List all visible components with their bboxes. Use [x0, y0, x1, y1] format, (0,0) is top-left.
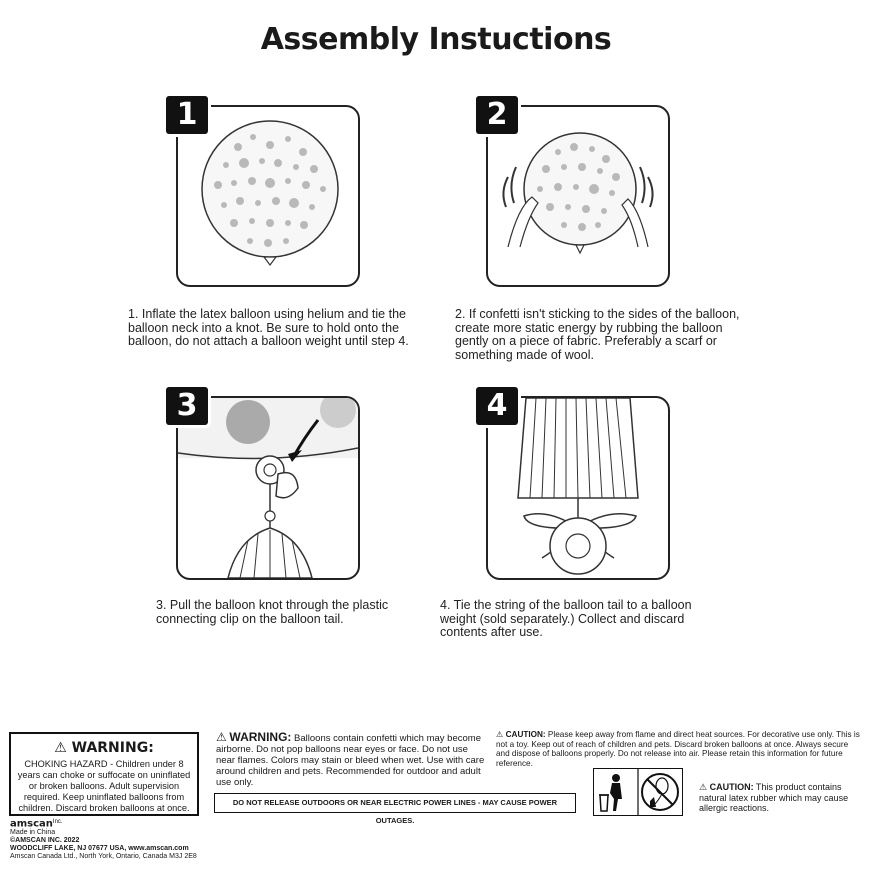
- confetti-warning: [216, 732, 486, 788]
- choking-hazard-text: CHOKING HAZARD - Children under 8 years can choke or suffocate on uninflated or broken balloons. Adult supervision required. Keep uninflated balloons from children. Discard broken balloons at once.: [17, 759, 191, 813]
- step-2-text: 2. If confetti isn't sticking to the sides of the balloon, create more static energy by rubbing the balloon gently on a piece of fabric. Preferably a scarf or something made of wool.: [455, 307, 740, 362]
- step-3-number: 3: [166, 387, 208, 425]
- warning-triangle-icon: ⚠: [216, 730, 227, 744]
- copyright: ©AMSCAN INC. 2022: [10, 837, 80, 845]
- step-3-text: 3. Pull the balloon knot through the plastic connecting clip on the balloon tail.: [156, 598, 389, 626]
- made-in: Made in China: [10, 829, 56, 837]
- caution-flame-notice: [496, 730, 864, 768]
- brand-logo: amscan$^{Inc.}$: [10, 818, 63, 830]
- confetti-warning-text: Balloons contain confetti which may become airborne. Do not pop balloons near eyes or face. Do not use near flames. Colors may stain or bleed when wet. Use with care around children and pets. Recommended for outdoor and adult use only.: [216, 733, 485, 788]
- tie-weight-image: [488, 398, 668, 578]
- caution-latex-notice: [699, 782, 859, 814]
- step-2-number: 2: [476, 96, 518, 134]
- step-4-text: 4. Tie the string of the balloon tail to a balloon weight (sold separately.) Collect and discard contents after use.: [440, 598, 692, 639]
- caution-triangle-icon: ⚠: [496, 730, 504, 739]
- step-1-number: 1: [166, 96, 208, 134]
- power-lines-notice: DO NOT RELEASE OUTDOORS OR NEAR ELECTRIC POWER LINES - MAY CAUSE POWER OUTAGES.: [214, 793, 576, 813]
- caution-triangle-icon: ⚠: [699, 782, 708, 792]
- manufacturer-info: [10, 818, 197, 861]
- caution-flame-text: Please keep away from flame and direct heat sources. For decorative use only. This is not a toy. Keep out of reach of children and pets. Discard broken balloons at once. Always secure and dispose of balloons properly. Do not release into air. Please retain this information for future reference.: [496, 730, 860, 768]
- caution-flame-lead: CAUTION:: [505, 730, 546, 739]
- caution-latex-text: This product contains natural latex rubber which may cause allergic reactions.: [699, 782, 849, 813]
- trash-disposal-icon: [599, 774, 622, 811]
- clip-knot-image: [178, 398, 358, 578]
- no-release-balloon-icon: [642, 774, 678, 810]
- step-4-number: 4: [476, 387, 518, 425]
- address: WOODCLIFF LAKE, NJ 07677 USA, www.amscan.com: [10, 845, 189, 853]
- warning-heading: ⚠ WARNING:: [54, 740, 154, 756]
- step-1-text: 1. Inflate the latex balloon using helium and tie the balloon neck into a knot. Be sure to hold onto the balloon, do not attach a balloon weight until step 4.: [128, 307, 409, 348]
- choking-hazard-warning: [9, 732, 199, 816]
- caution-latex-lead: CAUTION:: [709, 782, 754, 792]
- confetti-warning-lead: WARNING:: [229, 730, 292, 744]
- canada-address: Amscan Canada Ltd., North York, Ontario, Canada M3J 2E8: [10, 853, 197, 861]
- warning-triangle-icon: ⚠: [54, 740, 67, 756]
- page-title: Assembly Instuctions: [260, 22, 612, 57]
- disposal-symbols: [593, 768, 683, 816]
